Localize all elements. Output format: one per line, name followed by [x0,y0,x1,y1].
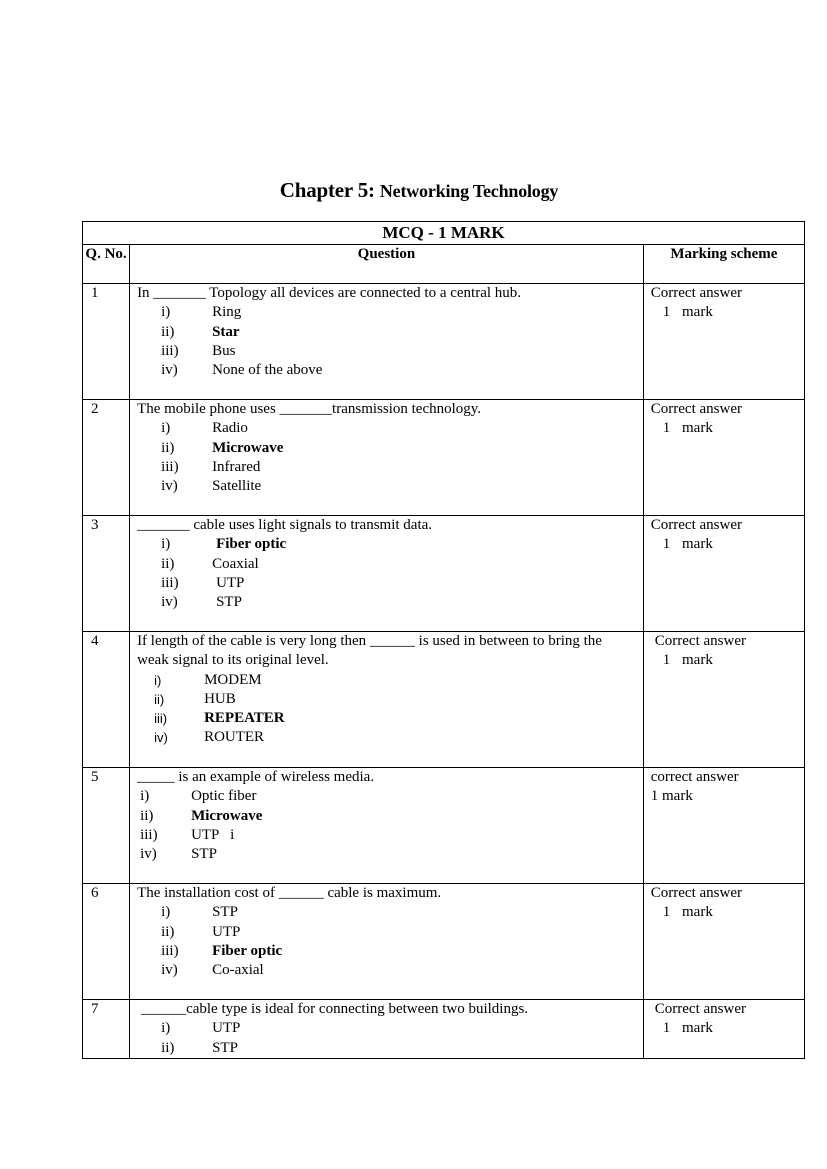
marking-mark: 1 mark [650,788,693,805]
option-text: ROUTER [204,729,265,746]
question-text: ______cable type is ideal for connecting between two buildings. [141,1001,529,1017]
option [137,690,637,709]
marking-line: Correct answer [654,633,746,649]
option [137,1019,637,1038]
correct-option-text: Microwave [191,807,263,824]
option-text: Optic fiber [191,788,257,805]
marking-mark: 1 mark [662,304,713,321]
option-text: STP [212,904,238,921]
question-text: If length of the cable is very long then ______ is used in between to bring the weak signal to its original level. [137,633,602,669]
option-number: iii) [161,574,179,591]
page-title [0,178,827,203]
option-text: None of the above [212,362,323,379]
option-number: i) [140,788,150,805]
option [137,709,637,728]
correct-option-text: Fiber optic [212,942,283,959]
marking-line: Correct answer [650,517,742,533]
option-number: iv) [161,962,178,979]
option [137,807,637,826]
question-text: In _______ Topology all devices are connected to a central hub. [137,285,522,301]
option-number: iv) [154,730,168,746]
option-number: ii) [161,555,175,572]
marking-mark: 1 mark [662,652,713,669]
question-row [83,400,805,516]
question-cell [130,768,644,884]
marking-mark: 1 mark [662,1020,713,1037]
option-number: ii) [154,691,165,707]
option-number: iv) [161,362,178,379]
question-row [83,516,805,632]
option-number: iv) [161,594,178,611]
mcq-table [82,221,805,1059]
marking-cell [643,1000,804,1059]
option [137,439,637,458]
option-number: iii) [140,826,158,843]
question-text: The installation cost of ______ cable is maximum. [137,885,442,901]
option-number: i) [161,420,171,437]
option-number: ii) [161,323,175,340]
option-text: UTP [212,923,241,940]
option-number: i) [161,304,171,321]
option [137,1039,637,1058]
option-number: iii) [154,711,168,727]
marking-line: correct answer [650,769,739,785]
marking-cell [643,400,804,516]
question-number: 1 [83,284,130,400]
option-text: Infrared [212,458,261,475]
question-number: 5 [83,768,130,884]
header-qno: Q. No. [83,245,130,284]
option [137,303,637,322]
option [137,555,637,574]
question-text: _______ cable uses light signals to transmit data. [137,517,433,533]
question-row [83,632,805,768]
question-cell [130,884,644,1000]
marking-mark: 1 mark [662,536,713,553]
marking-cell [643,884,804,1000]
option-text: UTP [216,574,245,591]
option-text: UTP [212,1020,241,1037]
question-number: 7 [83,1000,130,1059]
option-number: ii) [161,1039,175,1056]
marking-mark: 1 mark [662,904,713,921]
option [137,323,637,342]
option-text: UTP i [191,826,235,843]
option-number: i) [161,904,171,921]
marking-mark: 1 mark [662,420,713,437]
option-text: Radio [212,420,248,437]
option [137,961,637,980]
option [137,342,637,361]
correct-option-text: REPEATER [204,710,285,727]
marking-cell [643,632,804,768]
option [137,361,637,380]
marking-line: Correct answer [650,885,742,901]
correct-option-text: Microwave [212,439,284,456]
option-text: MODEM [204,671,262,688]
option [137,923,637,942]
option-text: Satellite [212,478,262,495]
option-number: ii) [161,923,175,940]
option [137,574,637,593]
option [137,593,637,612]
option [137,671,637,690]
question-number: 4 [83,632,130,768]
section-heading: MCQ - 1 MARK [83,222,805,245]
option-number: i) [154,672,162,688]
option-number: ii) [140,807,154,824]
marking-cell [643,284,804,400]
question-cell [130,1000,644,1059]
option-number: ii) [161,439,175,456]
option [137,845,637,864]
option [137,903,637,922]
marking-cell [643,516,804,632]
option-text: Ring [212,304,242,321]
question-cell [130,516,644,632]
correct-option-text: Fiber optic [216,536,287,553]
header-question: Question [130,245,644,284]
question-cell [130,632,644,768]
question-row [83,884,805,1000]
option [137,728,637,747]
question-row [83,284,805,400]
question-row [83,1000,805,1059]
option-text: STP [212,1039,238,1056]
header-marking: Marking scheme [643,245,804,284]
option-text: STP [216,594,242,611]
question-cell [130,400,644,516]
correct-option-text: Star [212,323,240,340]
question-text: _____ is an example of wireless media. [137,769,375,785]
option-number: iii) [161,342,179,359]
marking-cell [643,768,804,884]
option [137,826,637,845]
question-text: The mobile phone uses _______transmission technology. [137,401,482,417]
option-text: STP [191,846,217,863]
marking-line: Correct answer [650,285,742,301]
question-number: 2 [83,400,130,516]
marking-line: Correct answer [650,401,742,417]
option-number: iv) [140,846,157,863]
marking-line: Correct answer [654,1001,746,1017]
option [137,458,637,477]
question-number: 6 [83,884,130,1000]
option-number: i) [161,536,171,553]
option-number: i) [161,1020,171,1037]
chapter-name: Networking Technology [379,181,559,201]
option-text: Bus [212,342,236,359]
option [137,477,637,496]
question-number: 3 [83,516,130,632]
option [137,419,637,438]
question-cell [130,284,644,400]
option [137,787,637,806]
question-row [83,768,805,884]
option-text: HUB [204,690,236,707]
option-text: Coaxial [212,555,259,572]
option-number: iii) [161,458,179,475]
chapter-label: Chapter 5: [279,178,375,202]
option [137,942,637,961]
option-text: Co-axial [212,962,264,979]
option-number: iii) [161,942,179,959]
option-number: iv) [161,478,178,495]
option [137,535,637,554]
